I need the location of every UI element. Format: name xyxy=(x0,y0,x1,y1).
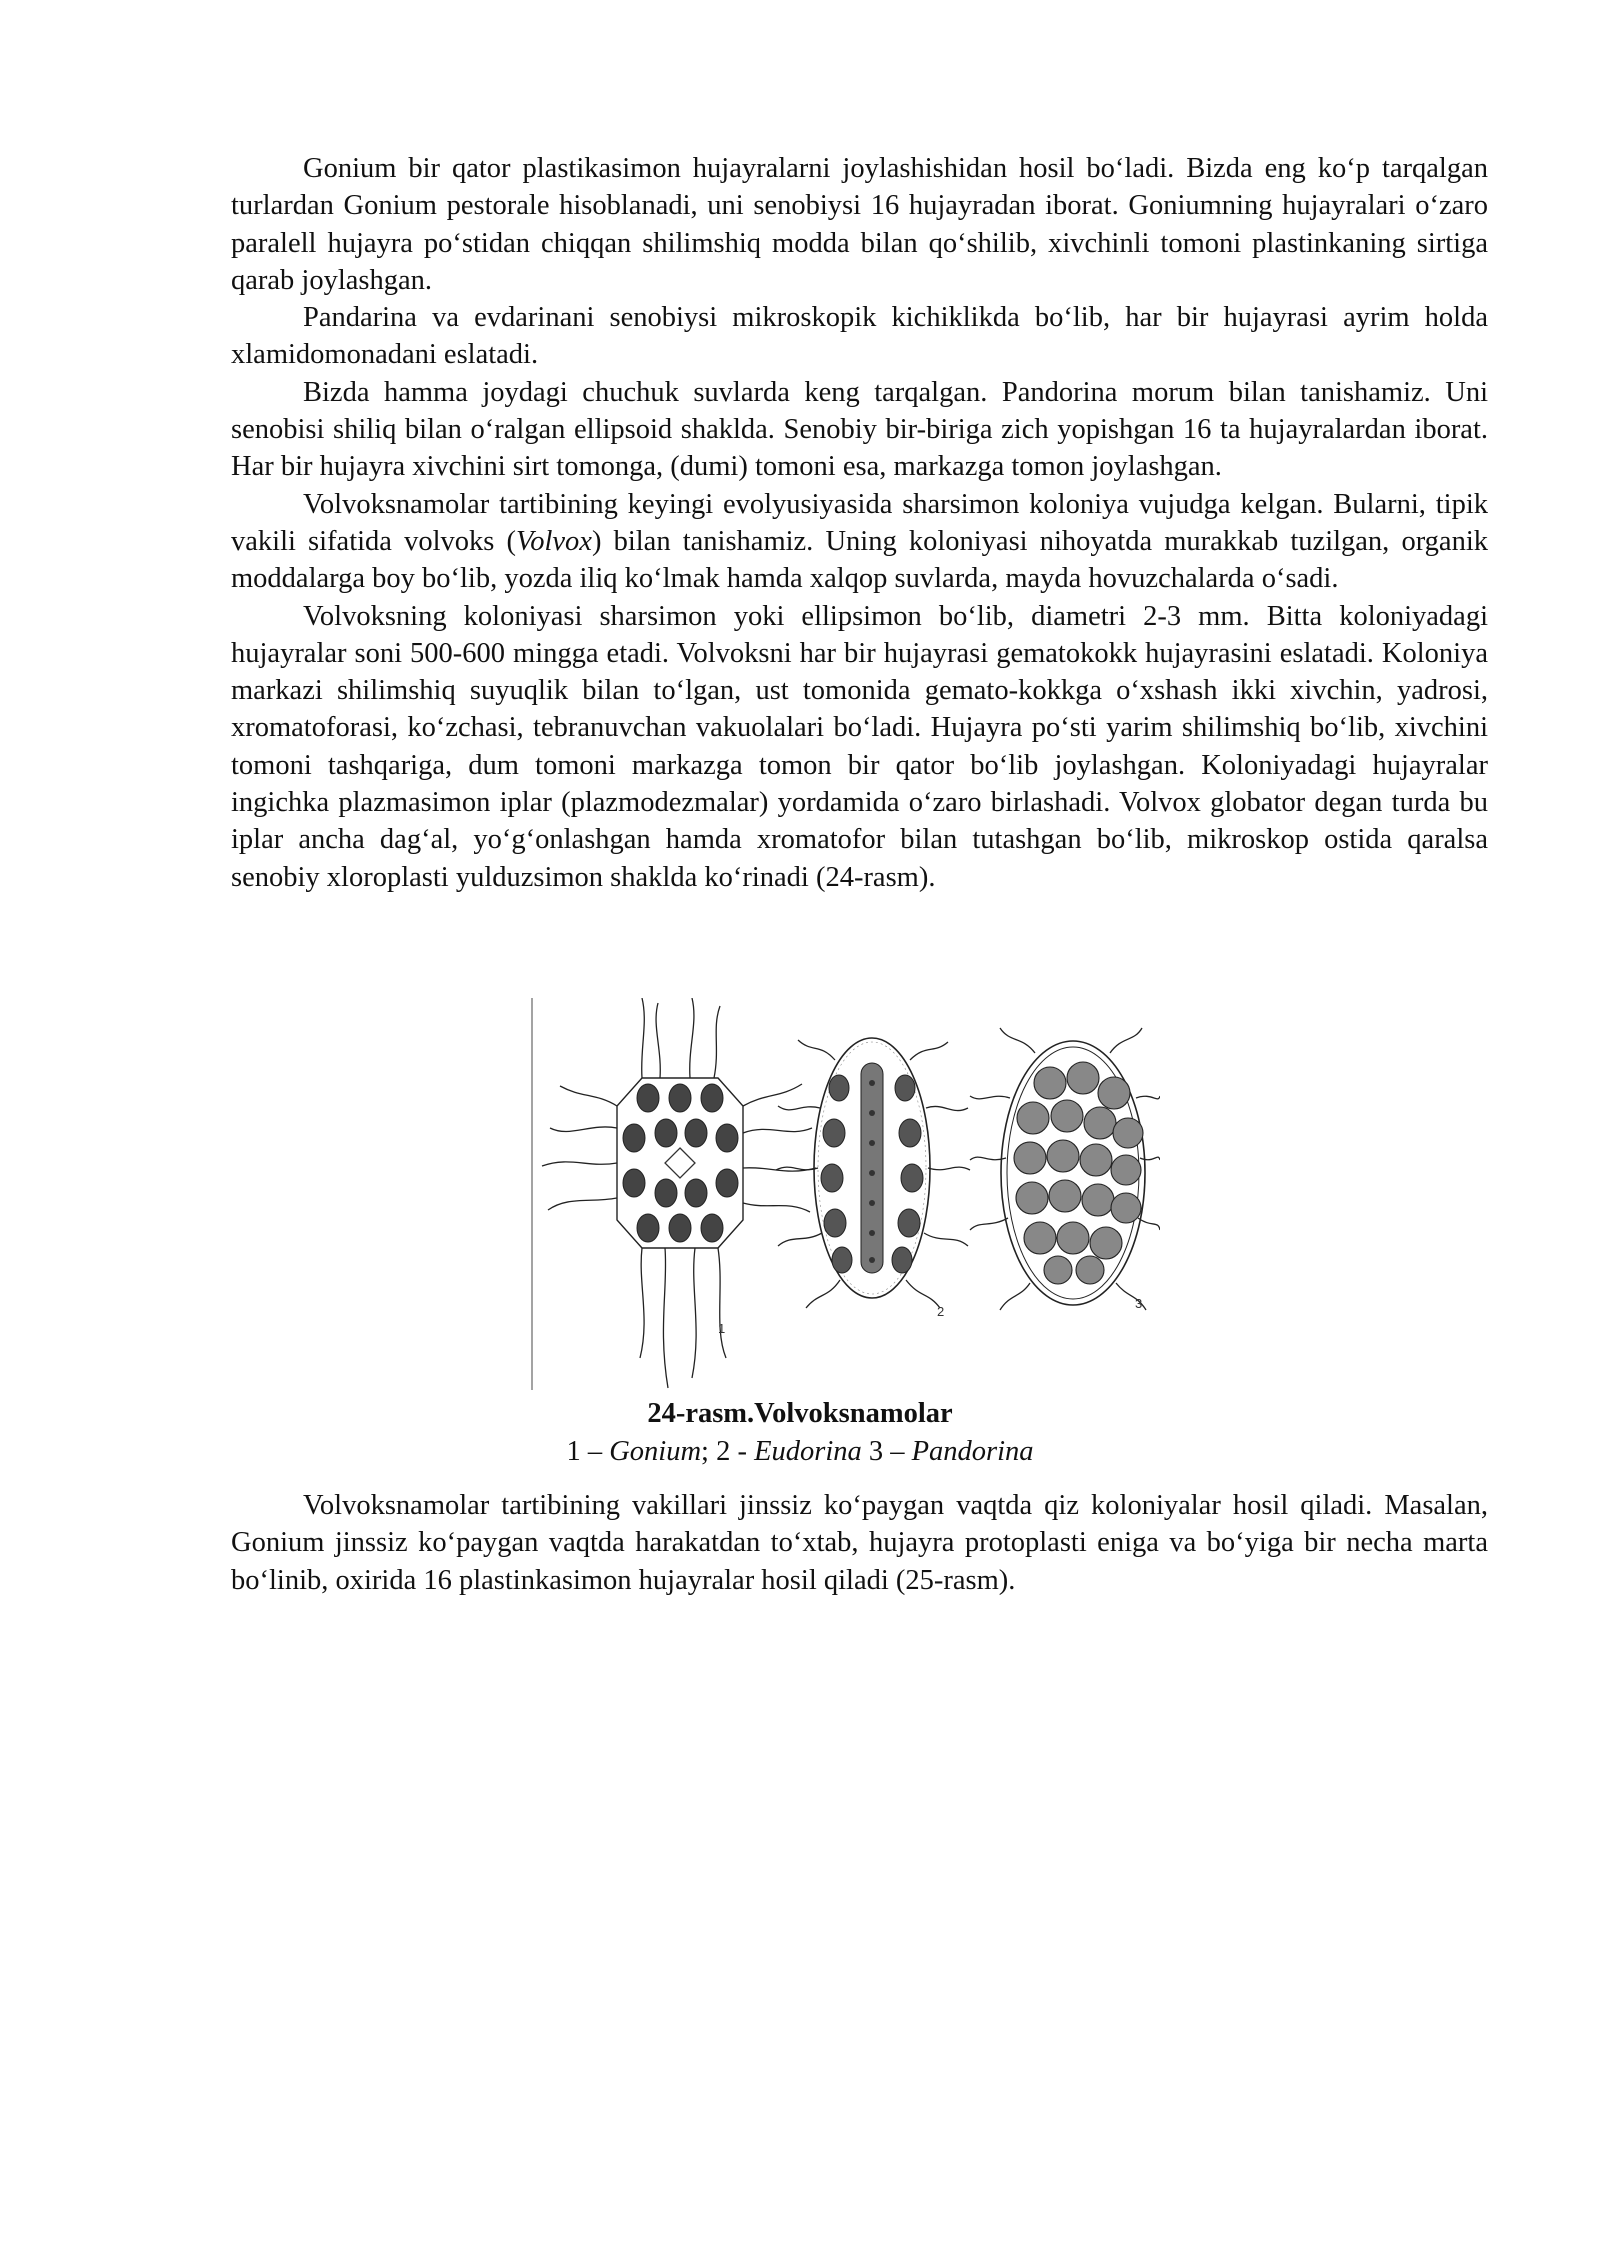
figure-caption-title: 24-rasm.Volvoksnamolar xyxy=(647,1398,953,1429)
caption-genus: Eudorina xyxy=(754,1436,862,1467)
caption-genus: Pandorina xyxy=(911,1436,1034,1467)
paragraph-volvox-colony: Volvoksning koloniyasi sharsimon yoki ellipsimon bo‘lib, diametri 2-3 mm. Bitta koloniyadagi hujayralar soni 500-600 mingga etadi. Volvoksni har bir hujayrasi gematokokk hujayrasini eslatadi. Koloniya markazi shilimshiq suyuqlik bilan to‘lgan, ust tomonida gemato-kokkga o‘xshash ikki xivchin, yadrosi, xromatoforasi, ko‘zchasi, tebranuvchan vakuolalari bo‘ladi. Hujayra po‘sti yarim shilimshiq bo‘lib, xivchini tomoni tashqariga, dum tomoni markazga tomon bir qator bo‘lib joylashgan. Koloniyadagi hujayralar ingichka plazmasimon iplar (plazmodezmalar) yordamida o‘zaro birlashadi. Volvox globator degan turda bu iplar ancha dag‘al, yo‘g‘onlashgan hamda xromatofor bilan tutashgan bo‘lib, mikroskop ostida qaralsa senobiy xloroplasti yulduzsimon shaklda ko‘rinadi (24-rasm). xyxy=(231,600,1488,893)
genus-name-italic: Volvox xyxy=(515,525,592,557)
pandorina-drawing xyxy=(970,1028,1160,1310)
caption-genus: Gonium xyxy=(609,1436,702,1467)
caption-number: 2 - xyxy=(716,1436,755,1467)
gonium-drawing xyxy=(542,998,816,1388)
paragraph-volvox-intro xyxy=(231,486,1488,598)
panel-number-1: 1 xyxy=(718,1321,726,1336)
paragraph-text: Volvoksnamolar tartibining keyingi evolyusiyasida sharsimon koloniya vujudga kelgan. Bularni, tipik vakili sifatida volvoks ( xyxy=(231,488,1488,557)
panel-number-3: 3 xyxy=(1135,1296,1143,1311)
paragraph-gonium: Gonium bir qator plastikasimon hujayralarni joylashishidan hosil bo‘ladi. Bizda eng ko‘p tarqalgan turlardan Gonium pestorale hisoblanadi, uni senobiysi 16 hujayradan iborat. Goniumning hujayralari o‘zaro paralell hujayra po‘stidan chiqqan shilimshiq modda bilan qo‘shilib, xivchinli tomoni plastinkaning sirtiga qarab joylashgan. xyxy=(231,153,1488,296)
caption-number: 1 – xyxy=(566,1436,610,1467)
paragraph-text: ) bilan tanishamiz. Uning koloniyasi nihoyatda murakkab tuzilgan, organik moddalarga boy bo‘lib, yozda iliq ko‘lmak hamda xalqop suvlarda, mayda hovuzchalarda o‘sadi. xyxy=(231,525,1488,595)
caption-separator: ; xyxy=(701,1436,717,1467)
paragraph-pandorina-eudorina: Pandarina va evdarinani senobiysi mikroskopik kichiklikda bo‘lib, har bir hujayrasi ayrim holda xlamidomonadani eslatadi. xyxy=(231,302,1488,371)
caption-number: 3 – xyxy=(868,1436,912,1467)
paragraph-pandorina-morum: Bizda hamma joydagi chuchuk suvlarda keng tarqalgan. Pandorina morum bilan tanishamiz. Uni senobisi shiliq bilan o‘ralgan ellipsoid shaklda. Senobiy bir-biriga zich yopishgan 16 ta hujayralardan iborat. Har bir hujayra xivchini sirt tomonga, (dumi) tomoni esa, markazga tomon joylashgan. xyxy=(231,376,1488,483)
closing-text xyxy=(231,1487,1488,1599)
eudorina-drawing xyxy=(776,1038,970,1308)
panel-number-2: 2 xyxy=(937,1304,945,1319)
figure-caption-items xyxy=(0,1433,1600,1471)
figure-volvocales-illustration xyxy=(530,998,1160,1390)
paragraph-asexual-reproduction: Volvoksnamolar tartibining vakillari jinssiz ko‘paygan vaqtda qiz koloniyalar hosil qiladi. Masalan, Gonium jinssiz ko‘paygan vaqtda harakatdan to‘xtab, hujayra protoplasti eniga va bo‘yiga bir necha marta bo‘linib, oxirida 16 plastinkasimon hujayralar hosil qiladi (25-rasm). xyxy=(231,1490,1488,1596)
intro-text xyxy=(231,150,1488,896)
caption-separator xyxy=(862,1436,869,1467)
